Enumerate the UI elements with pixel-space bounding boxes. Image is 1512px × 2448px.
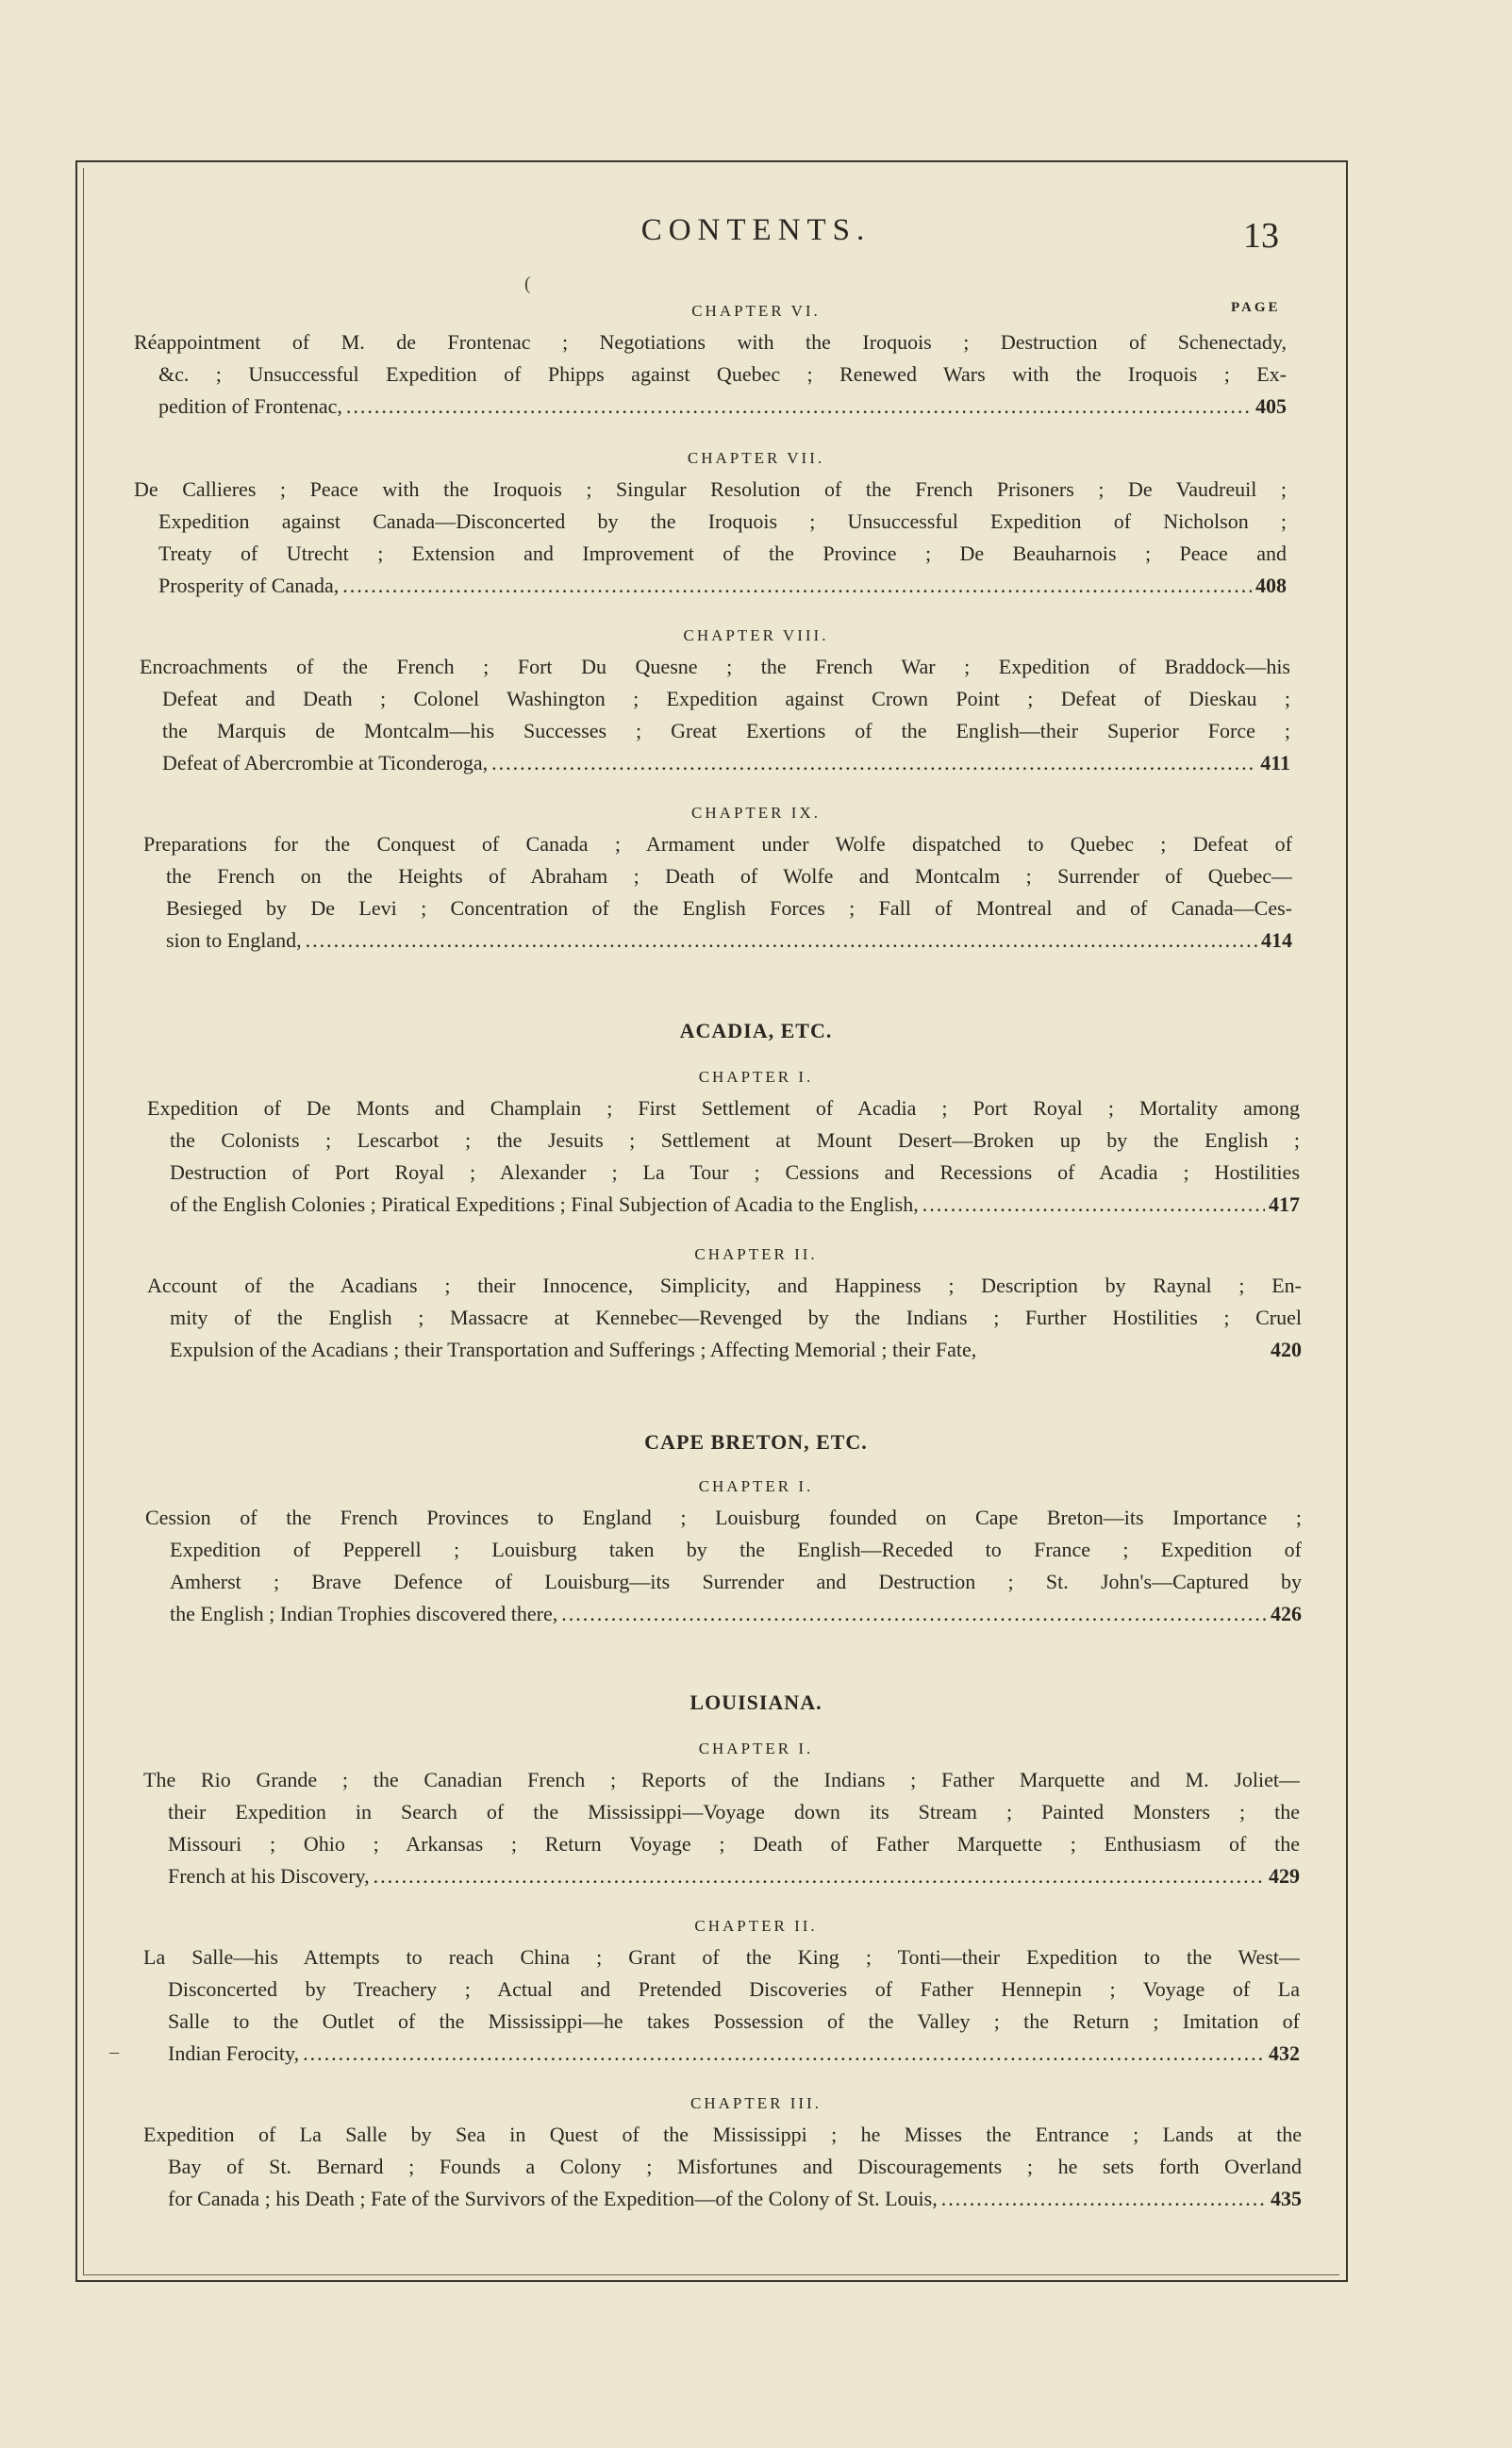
toc-line: Expedition of La Salle by Sea in Quest of the Mississippi ; he Misses the Entrance ; Lands at the: [143, 2123, 1302, 2146]
toc-entry-leader: [162, 751, 1290, 775]
toc-line: Besieged by De Levi ; Concentration of the English Forces ; Fall of Montreal and of Canada—Ces-: [166, 896, 1292, 920]
toc-line: The Rio Grande ; the Canadian French ; Reports of the Indians ; Father Marquette and M. Joliet—: [143, 1768, 1300, 1791]
dot-leader: [491, 751, 1256, 775]
toc-line: sion to England,: [166, 928, 302, 952]
toc-line: the English ; Indian Trophies discovered there,: [170, 1602, 558, 1625]
toc-line: La Salle—his Attempts to reach China ; Grant of the King ; Tonti—their Expedition to the West—: [143, 1945, 1300, 1969]
toc-line: Expulsion of the Acadians ; their Transportation and Sufferings ; Affecting Memorial ; their Fate,: [170, 1338, 977, 1361]
toc-entry-leader: [170, 1338, 1302, 1362]
page-title: CONTENTS.: [640, 213, 872, 247]
section-title-cape-breton: CAPE BRETON, ETC.: [644, 1430, 868, 1454]
toc-line: Expedition of De Monts and Champlain ; First Settlement of Acadia ; Port Royal ; Mortality among: [147, 1096, 1300, 1120]
page-column-label: PAGE: [1231, 300, 1281, 315]
toc-line: Defeat and Death ; Colonel Washington ; Expedition against Crown Point ; Defeat of Dieskau ;: [162, 687, 1290, 710]
chapter-heading: CHAPTER II.: [694, 1245, 818, 1263]
dot-leader: [922, 1192, 1265, 1217]
toc-line: Amherst ; Brave Defence of Louisburg—its Surrender and Destruction ; St. John's—Captured by: [170, 1570, 1302, 1593]
toc-line: &c. ; Unsuccessful Expedition of Phipps against Quebec ; Renewed Wars with the Iroquois ; Ex-: [158, 362, 1287, 386]
toc-page-number: 417: [1269, 1192, 1300, 1216]
toc-page-number: 408: [1255, 574, 1287, 597]
toc-line: their Expedition in Search of the Mississippi—Voyage down its Stream ; Painted Monsters ; the: [168, 1800, 1300, 1824]
chapter-heading: CHAPTER VIII.: [683, 626, 829, 644]
toc-line: Encroachments of the French ; Fort Du Quesne ; the French War ; Expedition of Braddock—his: [140, 655, 1290, 678]
toc-line: Account of the Acadians ; their Innocence, Simplicity, and Happiness ; Description by Raynal ; En-: [147, 1274, 1302, 1297]
dot-leader: [303, 2041, 1265, 2066]
chapter-heading: CHAPTER I.: [698, 1477, 814, 1495]
toc-page-number: 426: [1271, 1602, 1302, 1625]
dot-leader: [346, 394, 1252, 419]
chapter-heading: CHAPTER VII.: [687, 449, 825, 467]
toc-page-number: 435: [1271, 2187, 1302, 2210]
toc-entry-leader: [168, 2187, 1302, 2211]
toc-entry-leader: [166, 928, 1292, 953]
toc-line: De Callieres ; Peace with the Iroquois ; Singular Resolution of the French Prisoners ; De Vaudreuil ;: [134, 477, 1287, 501]
chapter-heading: CHAPTER I.: [698, 1068, 814, 1086]
dot-leader: [342, 574, 1252, 598]
toc-entry-leader: [168, 2041, 1300, 2066]
toc-page-number: 414: [1261, 928, 1292, 952]
chapter-heading: CHAPTER I.: [698, 1740, 814, 1757]
toc-line: the Colonists ; Lescarbot ; the Jesuits ; Settlement at Mount Desert—Broken up by the English ;: [170, 1128, 1300, 1152]
toc-line: Salle to the Outlet of the Mississippi—he takes Possession of the Valley ; the Return ; Imitation of: [168, 2009, 1300, 2033]
dot-leader: [941, 2187, 1267, 2211]
toc-entry-leader: [170, 1192, 1300, 1217]
toc-line: Destruction of Port Royal ; Alexander ; La Tour ; Cessions and Recessions of Acadia ; Hostilities: [170, 1160, 1300, 1184]
toc-line: Defeat of Abercrombie at Ticonderoga,: [162, 751, 489, 774]
toc-line: Expedition against Canada—Disconcerted by the Iroquois ; Unsuccessful Expedition of Nicholson ;: [158, 509, 1287, 533]
dot-leader: [374, 1864, 1265, 1889]
toc-line: Missouri ; Ohio ; Arkansas ; Return Voyage ; Death of Father Marquette ; Enthusiasm of the: [168, 1832, 1300, 1856]
toc-line: Indian Ferocity,: [168, 2041, 300, 2065]
toc-line: Bay of St. Bernard ; Founds a Colony ; Misfortunes and Discouragements ; he sets forth Overland: [168, 2155, 1302, 2178]
toc-line: pedition of Frontenac,: [158, 394, 342, 418]
page-number: 13: [1243, 216, 1279, 256]
chapter-heading: CHAPTER IX.: [691, 804, 821, 822]
toc-page-number: 411: [1260, 751, 1290, 774]
chapter-heading: CHAPTER III.: [690, 2094, 822, 2112]
toc-line: Expedition of Pepperell ; Louisburg taken by the English—Receded to France ; Expedition of: [170, 1538, 1302, 1561]
section-title-louisiana: LOUISIANA.: [690, 1690, 822, 1714]
toc-entry-leader: [170, 1602, 1302, 1626]
section-title-acadia: ACADIA, ETC.: [679, 1019, 833, 1042]
toc-page-number: 420: [1271, 1338, 1302, 1361]
toc-line: for Canada ; his Death ; Fate of the Survivors of the Expedition—of the Colony of St. Louis,: [168, 2187, 938, 2210]
dot-leader: [306, 928, 1257, 953]
toc-page-number: 432: [1269, 2041, 1300, 2065]
toc-entry-leader: [168, 1864, 1300, 1889]
toc-line: Prosperity of Canada,: [158, 574, 340, 597]
toc-line: Treaty of Utrecht ; Extension and Improvement of the Province ; De Beauharnois ; Peace and: [158, 541, 1287, 565]
top-mark: (: [524, 274, 531, 294]
toc-line: Disconcerted by Treachery ; Actual and Pretended Discoveries of Father Hennepin ; Voyage of La: [168, 1977, 1300, 2001]
toc-line: Cession of the French Provinces to England ; Louisburg founded on Cape Breton—its Importance ;: [145, 1506, 1302, 1529]
chapter-heading: CHAPTER VI.: [691, 302, 821, 320]
toc-page-number: 429: [1269, 1864, 1300, 1888]
toc-line: mity of the English ; Massacre at Kennebec—Revenged by the Indians ; Further Hostilities ; Cruel: [170, 1306, 1302, 1329]
chapter-heading: CHAPTER II.: [694, 1917, 818, 1935]
toc-line: of the English Colonies ; Piratical Expeditions ; Final Subjection of Acadia to the English,: [170, 1192, 919, 1216]
toc-line: the Marquis de Montcalm—his Successes ; Great Exertions of the English—their Superior Force ;: [162, 719, 1290, 742]
toc-line: Preparations for the Conquest of Canada ; Armament under Wolfe dispatched to Quebec ; Defeat of: [143, 832, 1292, 856]
toc-page-number: 405: [1255, 394, 1287, 418]
toc-line: the French on the Heights of Abraham ; Death of Wolfe and Montcalm ; Surrender of Quebec—: [166, 864, 1292, 888]
dot-leader: [561, 1602, 1267, 1626]
toc-line: Réappointment of M. de Frontenac ; Negotiations with the Iroquois ; Destruction of Schenectady,: [134, 330, 1287, 354]
side-dash-mark: –: [109, 2041, 119, 2062]
toc-entry-leader: [158, 394, 1287, 419]
toc-line: French at his Discovery,: [168, 1864, 370, 1888]
toc-entry-leader: [158, 574, 1287, 598]
